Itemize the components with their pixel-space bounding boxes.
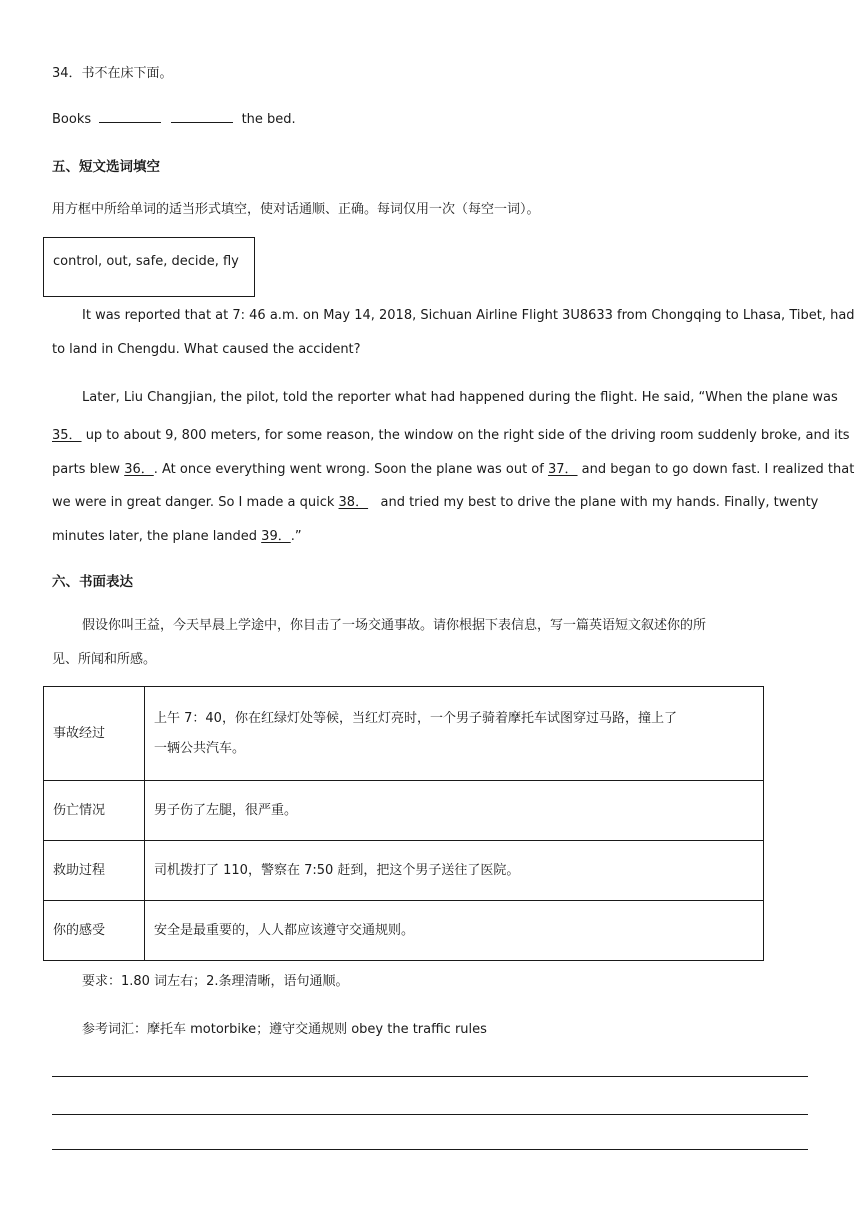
table-key: 伤亡情况 (44, 781, 145, 841)
section-6-heading: 六、书面表达 (52, 574, 133, 590)
passage-text: and tried my best to drive the plane with my hands. Finally, twenty (380, 495, 819, 510)
table-key: 事故经过 (44, 687, 145, 781)
blank-39[interactable]: 39． (261, 529, 291, 544)
table-value: 司机拨打了 110，警察在 7:50 赶到，把这个男子送往了医院。 (145, 841, 764, 901)
table-row (44, 841, 764, 901)
passage-text: minutes later, the plane landed (52, 529, 258, 544)
table-row (44, 781, 764, 841)
blank-36[interactable]: 36． (124, 462, 154, 477)
word-box (43, 237, 255, 297)
question-34-answer (52, 110, 296, 127)
answer-line[interactable] (52, 1149, 808, 1150)
answer-line[interactable] (52, 1076, 808, 1077)
passage-p2-line4 (52, 491, 818, 510)
requirements: 要求：1.80 词左右；2.条理清晰，语句通顺。 (82, 974, 349, 989)
passage-p2-line1: Later, Liu Changjian, the pilot, told the reporter what had happened during the flight. He said, “When the plane was (82, 390, 838, 405)
passage-p1-line2: to land in Chengdu. What caused the accident? (52, 342, 361, 357)
blank-37[interactable]: 37． (547, 462, 578, 477)
answer-line[interactable] (52, 1114, 808, 1115)
question-34-prompt: 34．书不在床下面。 (52, 66, 173, 81)
table-value (145, 687, 764, 781)
passage-p2-line5 (52, 525, 302, 544)
passage-text: . At once everything went wrong. Soon the plane was out of (153, 462, 544, 477)
blank-35[interactable]: 35． (52, 428, 82, 443)
section-5-heading: 五、短文选词填空 (52, 159, 160, 175)
info-table (43, 686, 764, 961)
answer-blank-1[interactable] (99, 110, 161, 123)
word-box-words: control, out, safe, decide, fly (53, 254, 239, 269)
table-key: 你的感受 (44, 901, 145, 961)
reference-vocabulary: 参考词汇：摩托车 motorbike；遵守交通规则 obey the traffic rules (82, 1022, 487, 1037)
table-value: 男子伤了左腿，很严重。 (145, 781, 764, 841)
table-value: 安全是最重要的，人人都应该遵守交通规则。 (145, 901, 764, 961)
passage-text: and began to go down fast. I realized that (581, 462, 855, 477)
table-row (44, 901, 764, 961)
passage-p1-line1: It was reported that at 7: 46 a.m. on May 14, 2018, Sichuan Airline Flight 3U8633 from Chongqing to Lhasa, Tibet, had (82, 308, 855, 323)
passage-text: parts blew (52, 462, 121, 477)
table-value-line: 一辆公共汽车。 (154, 740, 246, 756)
table-value-line: 上午 7：40，你在红绿灯处等候，当红灯亮时，一个男子骑着摩托车试图穿过马路，撞上了 (154, 710, 677, 726)
passage-text: .” (290, 529, 302, 544)
section-5-instruction: 用方框中所给单词的适当形式填空，使对话通顺、正确。每词仅用一次（每空一词）。 (52, 202, 540, 217)
passage-text: up to about 9, 800 meters, for some reason, the window on the right side of the driving room suddenly broke, and its (85, 428, 850, 443)
answer-blank-2[interactable] (171, 110, 233, 123)
section-6-prompt-line1: 假设你叫王益，今天早晨上学途中，你目击了一场交通事故。请你根据下表信息，写一篇英语短文叙述你的所 (82, 618, 707, 633)
passage-text: we were in great danger. So I made a quick (52, 495, 335, 510)
answer-prefix: Books (52, 112, 92, 127)
blank-38[interactable]: 38． (338, 495, 369, 510)
passage-p2-line2 (52, 424, 850, 443)
passage-p2-line3 (52, 458, 854, 477)
table-row (44, 687, 764, 781)
table-key: 救助过程 (44, 841, 145, 901)
section-6-prompt-line2: 见、所闻和所感。 (52, 652, 157, 667)
answer-suffix: the bed. (241, 112, 296, 127)
